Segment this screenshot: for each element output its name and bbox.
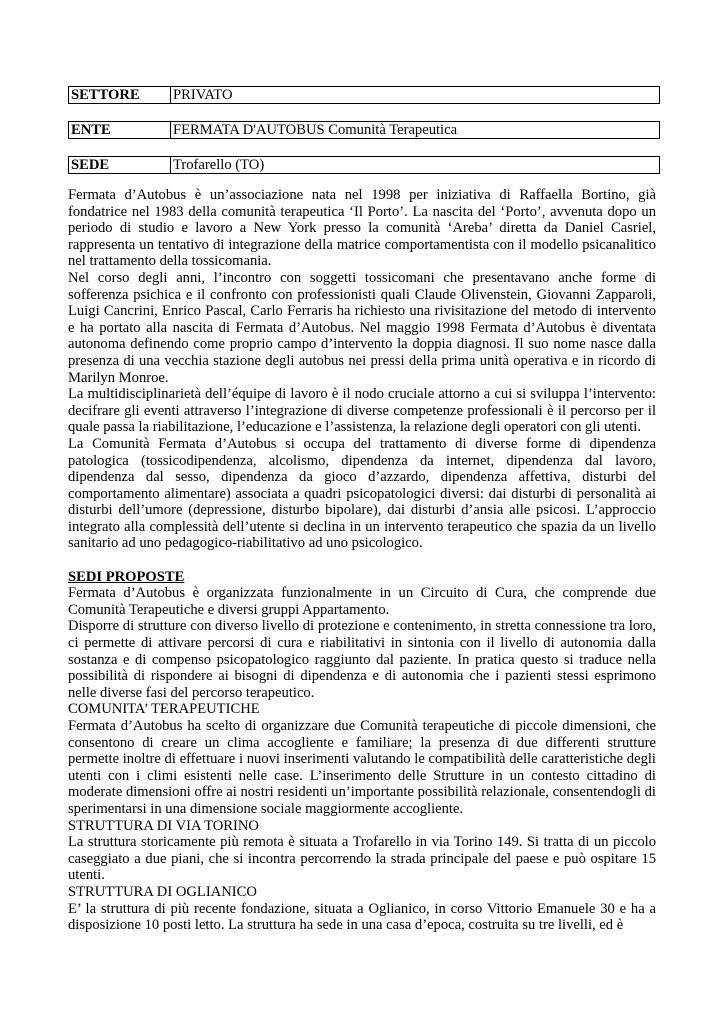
intro-paragraph-3: La multidisciplinarietà dell’équipe di lavoro è il nodo cruciale attorno a cui si sviluppa l’intervento: decifrare gli eventi attraverso l’integrazione di diverse competenze professionali è il percorso per il quale passa la riabilitazione, l’educazione e l’assistenza, la relazione degli operatori con gli utenti. <box>68 386 656 436</box>
settore-label: SETTORE <box>69 87 171 104</box>
oglianico-heading: STRUTTURA DI OGLIANICO <box>68 883 257 900</box>
intro-paragraph-4: La Comunità Fermata d’Autobus si occupa del trattamento di diverse forme di dipendenza patologica (tossicodipendenza, alcolismo, dipendenza da internet, dipendenza dal lavoro, dipendenza dal sesso, dipendenza da gioco d’azzardo, dipendenza affettiva, disturbi del comportamento alimentare) associata a quadri psicopatologici diversi: dai disturbi di personalità ai disturbi dell’umore (depressione, disturbo bipolare), dai disturbi d’ansia alle psicosi. L’approccio integrato alla complessità dell’utente si declina in un intervento terapeutico che spazia da un livello sanitario ad uno pedagogico-riabilitativo ad uno psicologico. <box>68 435 656 552</box>
sede-label: SEDE <box>69 157 171 174</box>
via-torino-paragraph: La struttura storicamente più remota è situata a Trofarello in via Torino 149. Si tratta di un piccolo caseggiato a due piani, che si incontra percorrendo la strada principale del paese e può ospitare 15 utenti. <box>68 834 656 884</box>
intro-paragraph-1: Fermata d’Autobus è un’associazione nata nel 1998 per iniziativa di Raffaella Bortino, già fondatrice nel 1983 della comunità terapeutica ‘Il Porto’. La nascita del ‘Porto’, avvenuta dopo un periodo di studio e lavoro a New York presso la comunità ‘Areba’ diretta da Daniel Casriel, rappresenta un tentativo di integrazione della matrice comportamentista con il modello psicanalitico nel trattamento della tossicomania. <box>68 187 656 270</box>
settore-value: PRIVATO <box>171 87 660 104</box>
sede-value: Trofarello (TO) <box>171 157 660 174</box>
via-torino-heading: STRUTTURA DI VIA TORINO <box>68 817 259 834</box>
comunita-paragraph: Fermata d’Autobus ha scelto di organizzare due Comunità terapeutiche di piccole dimensioni, che consentono di creare un clima accogliente e familiare; la presenza di due differenti strutture permette inoltre di effettuare i nuovi inserimenti valutando le compatibilità delle caratteristiche degli utenti con i climi esistenti nelle case. L’inserimento delle Strutture in un contesto cittadino di moderate dimensioni offre ai nostri residenti un’importante possibilità relazionale, consentendogli di sperimentarsi in una dimensione sociale maggiormente accogliente. <box>68 718 656 817</box>
ente-value: FERMATA D'AUTOBUS Comunità Terapeutica <box>171 122 660 139</box>
settore-table <box>68 86 660 104</box>
intro-paragraph-2: Nel corso degli anni, l’incontro con soggetti tossicomani che presentavano anche forme di sofferenza psichica e il confronto con professionisti quali Claude Olivenstein, Giovanni Zapparoli, Luigi Cancrini, Enrico Pascal, Carlo Ferraris ha richiesto una rivisitazione del metodo di intervento e ha portato alla nascita di Fermata d’Autobus. Nel maggio 1998 Fermata d’Autobus è diventata autonoma definendo come proprio campo d’intervento la doppia diagnosi. Il suo nome nasce dalla presenza di una vecchia stazione degli autobus nei pressi della prima unità operativa e in ricordo di Marilyn Monroe. <box>68 269 656 386</box>
sede-table <box>68 156 660 174</box>
header-tables <box>68 86 660 191</box>
document-body <box>68 187 656 934</box>
sedi-paragraph-1: Fermata d’Autobus è organizzata funzionalmente in un Circuito di Cura, che comprende due Comunità Terapeutiche e diversi gruppi Appartamento. <box>68 585 656 618</box>
ente-table <box>68 121 660 139</box>
ente-label: ENTE <box>69 122 171 139</box>
comunita-heading: COMUNITA’ TERAPEUTICHE <box>68 701 260 718</box>
sedi-paragraph-2: Disporre di strutture con diverso livello di protezione e contenimento, in stretta connessione tra loro, ci permette di attivare percorsi di cura e riabilitativi in sintonia con il livello di autonomia dalla sostanza e di compenso psicopatologico raggiunto dal paziente. In pratica questo si traduce nella possibilità di rispondere ai bisogni di dipendenza e di autonomia che i pazienti stessi esprimono nelle diverse fasi del percorso terapeutico. <box>68 618 656 701</box>
oglianico-paragraph: E’ la struttura di più recente fondazione, situata a Oglianico, in corso Vittorio Emanuele 30 e ha a disposizione 10 posti letto. La struttura ha sede in una casa d’epoca, costruita su tre livelli, ed è <box>68 900 656 934</box>
sedi-proposte-heading: SEDI PROPOSTE <box>68 568 185 585</box>
